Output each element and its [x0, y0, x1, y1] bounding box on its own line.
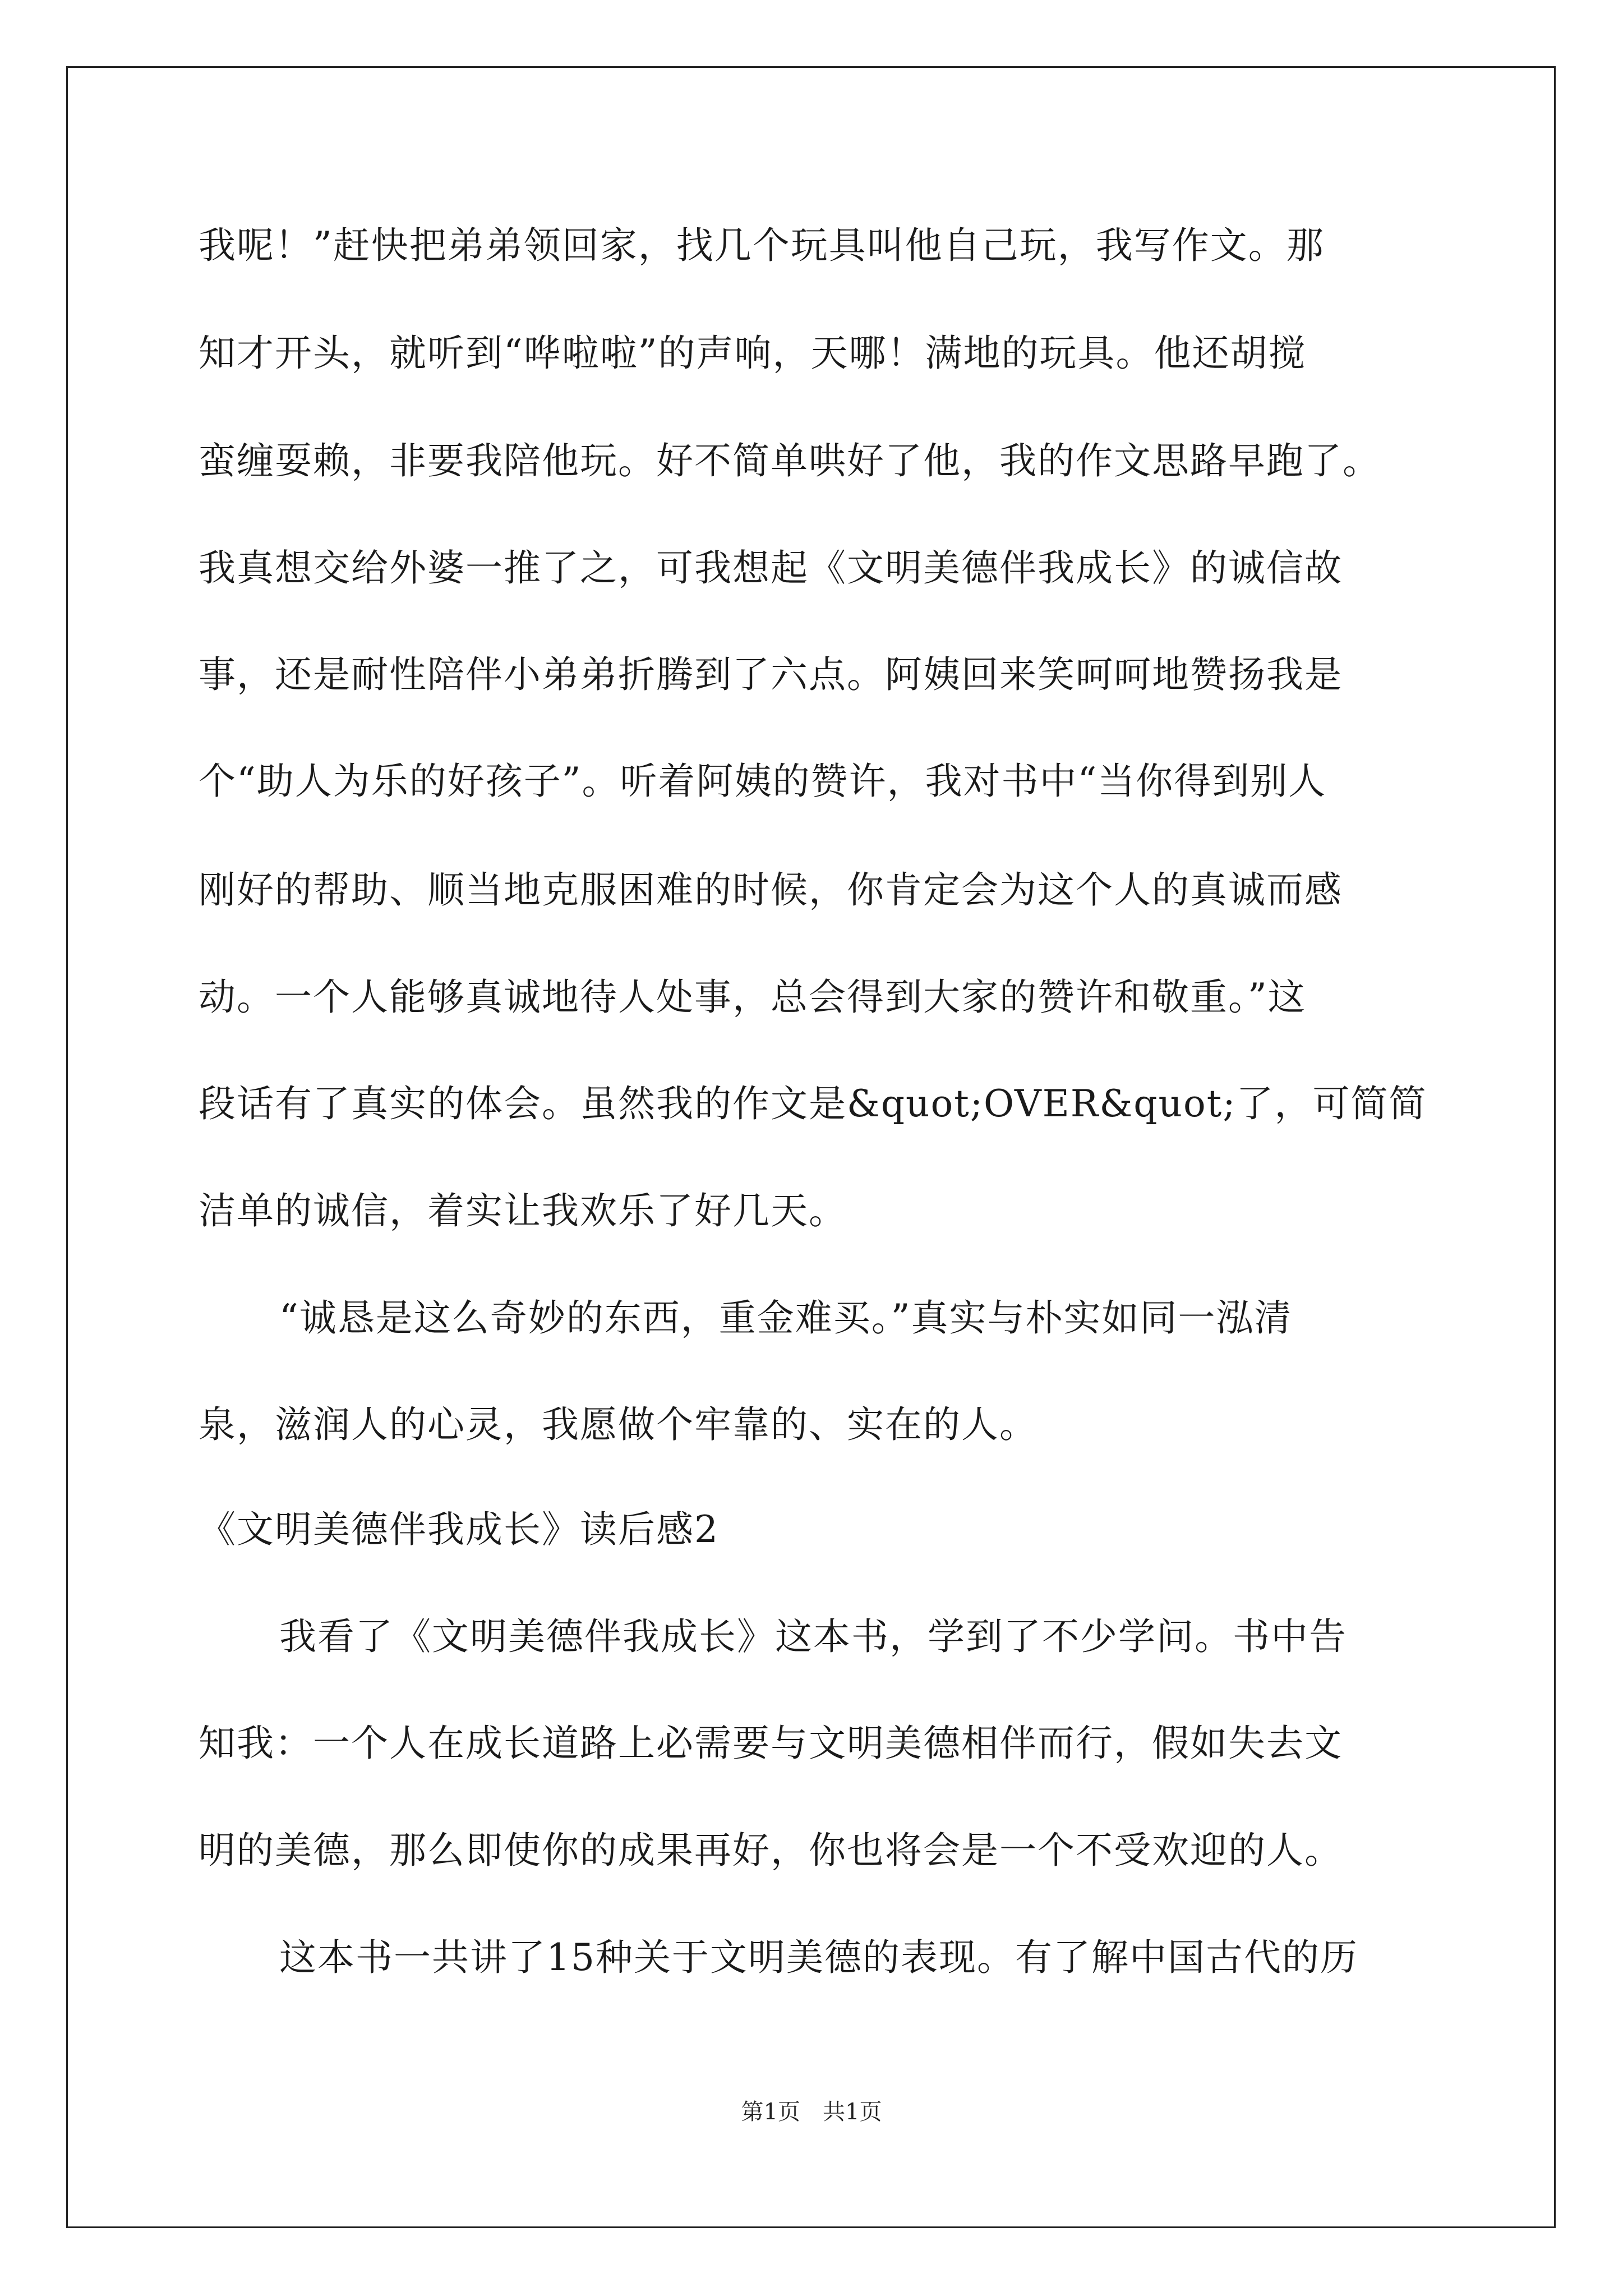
text-line: 段话有了真实的体会。虽然我的作文是&quot;OVER&quot;了，可简简: [199, 1082, 1427, 1125]
text-line-indented: 这本书一共讲了15种关于文明美德的表现。有了解中国古代的历: [279, 1936, 1358, 1979]
text-line: 洁单的诚信，着实让我欢乐了好几天。: [199, 1189, 847, 1232]
text-line: 知我：一个人在成长道路上必需要与文明美德相伴而行，假如失去文: [199, 1722, 1343, 1765]
text-line: 个“助人为乐的好孩子”。听着阿姨的赞许，我对书中“当你得到别人: [199, 760, 1327, 803]
text-line: 动。一个人能够真诚地待人处事，总会得到大家的赞许和敬重。”这: [199, 976, 1306, 1019]
text-line: 刚好的帮助、顺当地克服困难的时候，你肯定会为这个人的真诚而感: [199, 868, 1343, 912]
text-line: 我呢！”赶快把弟弟领回家，找几个玩具叫他自己玩，我写作文。那: [199, 224, 1325, 267]
text-line: 我真想交给外婆一推了之，可我想起《文明美德伴我成长》的诚信故: [199, 546, 1343, 590]
text-line-indented: “诚恳是这么奇妙的东西，重金难买。”真实与朴实如同一泓清: [279, 1296, 1293, 1340]
text-line: 事，还是耐性陪伴小弟弟折腾到了六点。阿姨回来笑呵呵地赞扬我是: [199, 653, 1343, 696]
text-line: 泉，滋润人的心灵，我愿做个牢靠的、实在的人。: [199, 1403, 1038, 1446]
section-heading: 《文明美德伴我成长》读后感2: [199, 1508, 719, 1551]
text-line: 蛮缠耍赖，非要我陪他玩。好不简单哄好了他，我的作文思路早跑了。: [199, 439, 1381, 482]
page-footer: 第1页 共1页: [741, 2099, 882, 2125]
text-line: 明的美德，那么即使你的成果再好，你也将会是一个不受欢迎的人。: [199, 1829, 1343, 1872]
text-line: 知才开头，就听到“哗啦啦”的声响，天哪！满地的玩具。他还胡搅: [199, 332, 1307, 375]
page-border: [66, 66, 1556, 2228]
text-line-indented: 我看了《文明美德伴我成长》这本书，学到了不少学问。书中告: [279, 1615, 1347, 1658]
